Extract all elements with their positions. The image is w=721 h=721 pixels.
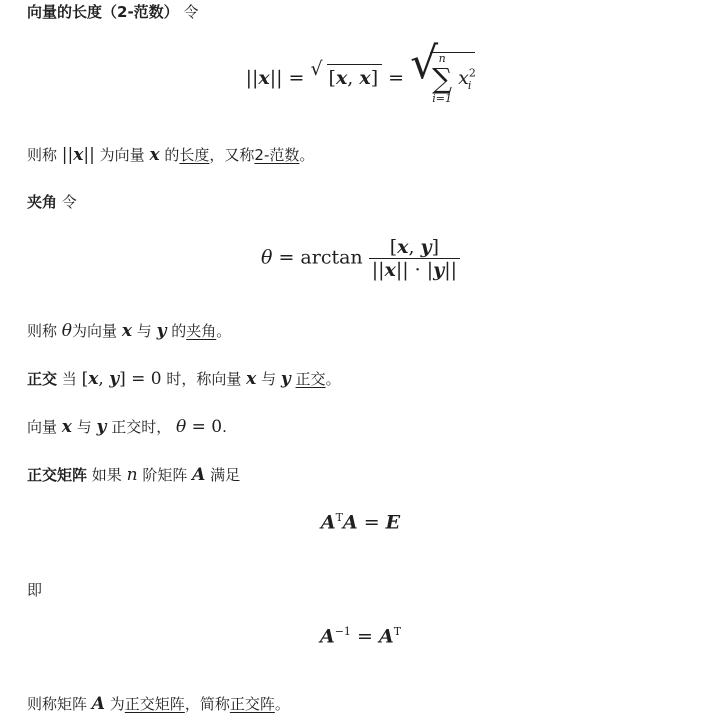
section-length-heading xyxy=(27,2,198,22)
orthogonal-matrix-formula: $A^TA = E$ xyxy=(320,511,401,534)
text: 时，称向量 xyxy=(166,370,242,388)
term-orth-matrix: 正交矩阵 xyxy=(124,695,185,713)
var-y: y xyxy=(96,417,107,437)
text: 满足 xyxy=(210,466,241,484)
angle-title: 夹角 xyxy=(27,193,58,211)
term-2norm: 2-范数 xyxy=(254,146,300,164)
text: 与 xyxy=(76,418,92,436)
let-label: 令 xyxy=(61,193,77,211)
orthogonal-matrix-heading xyxy=(27,465,240,485)
text: 向量 xyxy=(27,418,58,436)
text: 的 xyxy=(171,322,187,340)
orthogonal-definition: 正交 当 [x, y] = 0 时，称向量 x 与 y 正交。 xyxy=(27,369,341,389)
text: ，简称 xyxy=(184,695,230,713)
length-title: 向量的长度（2-范数） xyxy=(27,3,179,21)
orth-title: 正交 xyxy=(27,370,58,388)
text: 当 xyxy=(61,370,77,388)
text: . xyxy=(222,418,227,436)
orth-matrix-title: 正交矩阵 xyxy=(27,466,88,484)
section-angle-heading xyxy=(27,192,77,212)
inverse-formula: $A^{-1} = A^T$ xyxy=(319,625,402,648)
term-orth-short: 正交阵 xyxy=(229,695,275,713)
norm-formula: ||x|| = √ [x, x] = √ n ∑ i=1 $x^2_i$ xyxy=(245,38,476,105)
text: 为向量 xyxy=(99,146,145,164)
text: 。 xyxy=(216,322,232,340)
text: ，又称 xyxy=(209,146,255,164)
var-y: y xyxy=(156,321,167,341)
text: 的 xyxy=(164,146,180,164)
text: 。 xyxy=(274,695,290,713)
text: 与 xyxy=(136,322,152,340)
text: 。 xyxy=(299,146,315,164)
angle-definition-sentence xyxy=(27,321,231,341)
angle-formula: θ = arctan $\frac{[x, y]}{||x|| \cdot |y||}$ xyxy=(0,236,721,281)
var-y: y xyxy=(280,369,291,389)
term-orthogonal: 正交 xyxy=(295,370,326,388)
norm-definition-sentence: 则称 ||x|| 为向量 x 的长度，又称2-范数。 xyxy=(27,145,315,165)
text: 与 xyxy=(261,370,277,388)
orthogonal-angle-sentence: 向量 x 与 y 正交时， θ = 0. xyxy=(27,417,227,437)
var-A: A xyxy=(192,465,206,485)
var-x: x xyxy=(149,145,160,165)
text: 则称 xyxy=(27,322,58,340)
var-A: A xyxy=(91,694,105,714)
text: 即 xyxy=(27,581,43,599)
let-label: 令 xyxy=(183,3,199,21)
text: 阶矩阵 xyxy=(142,466,188,484)
var-n: n xyxy=(126,465,138,485)
text: 则称矩阵 xyxy=(27,695,88,713)
text: 。 xyxy=(325,370,341,388)
var-x: x xyxy=(121,321,132,341)
text: 如果 xyxy=(91,466,122,484)
var-theta: θ xyxy=(61,321,73,341)
var-x: x xyxy=(246,369,257,389)
term-angle: 夹角 xyxy=(186,322,217,340)
orthogonal-matrix-sentence xyxy=(27,694,290,714)
ji-label xyxy=(27,580,42,600)
text: 则称 xyxy=(27,146,58,164)
term-length: 长度 xyxy=(179,146,210,164)
text: 为 xyxy=(109,695,125,713)
text: 为向量 xyxy=(72,322,118,340)
var-x: x xyxy=(61,417,72,437)
text: 正交时， xyxy=(111,418,172,436)
